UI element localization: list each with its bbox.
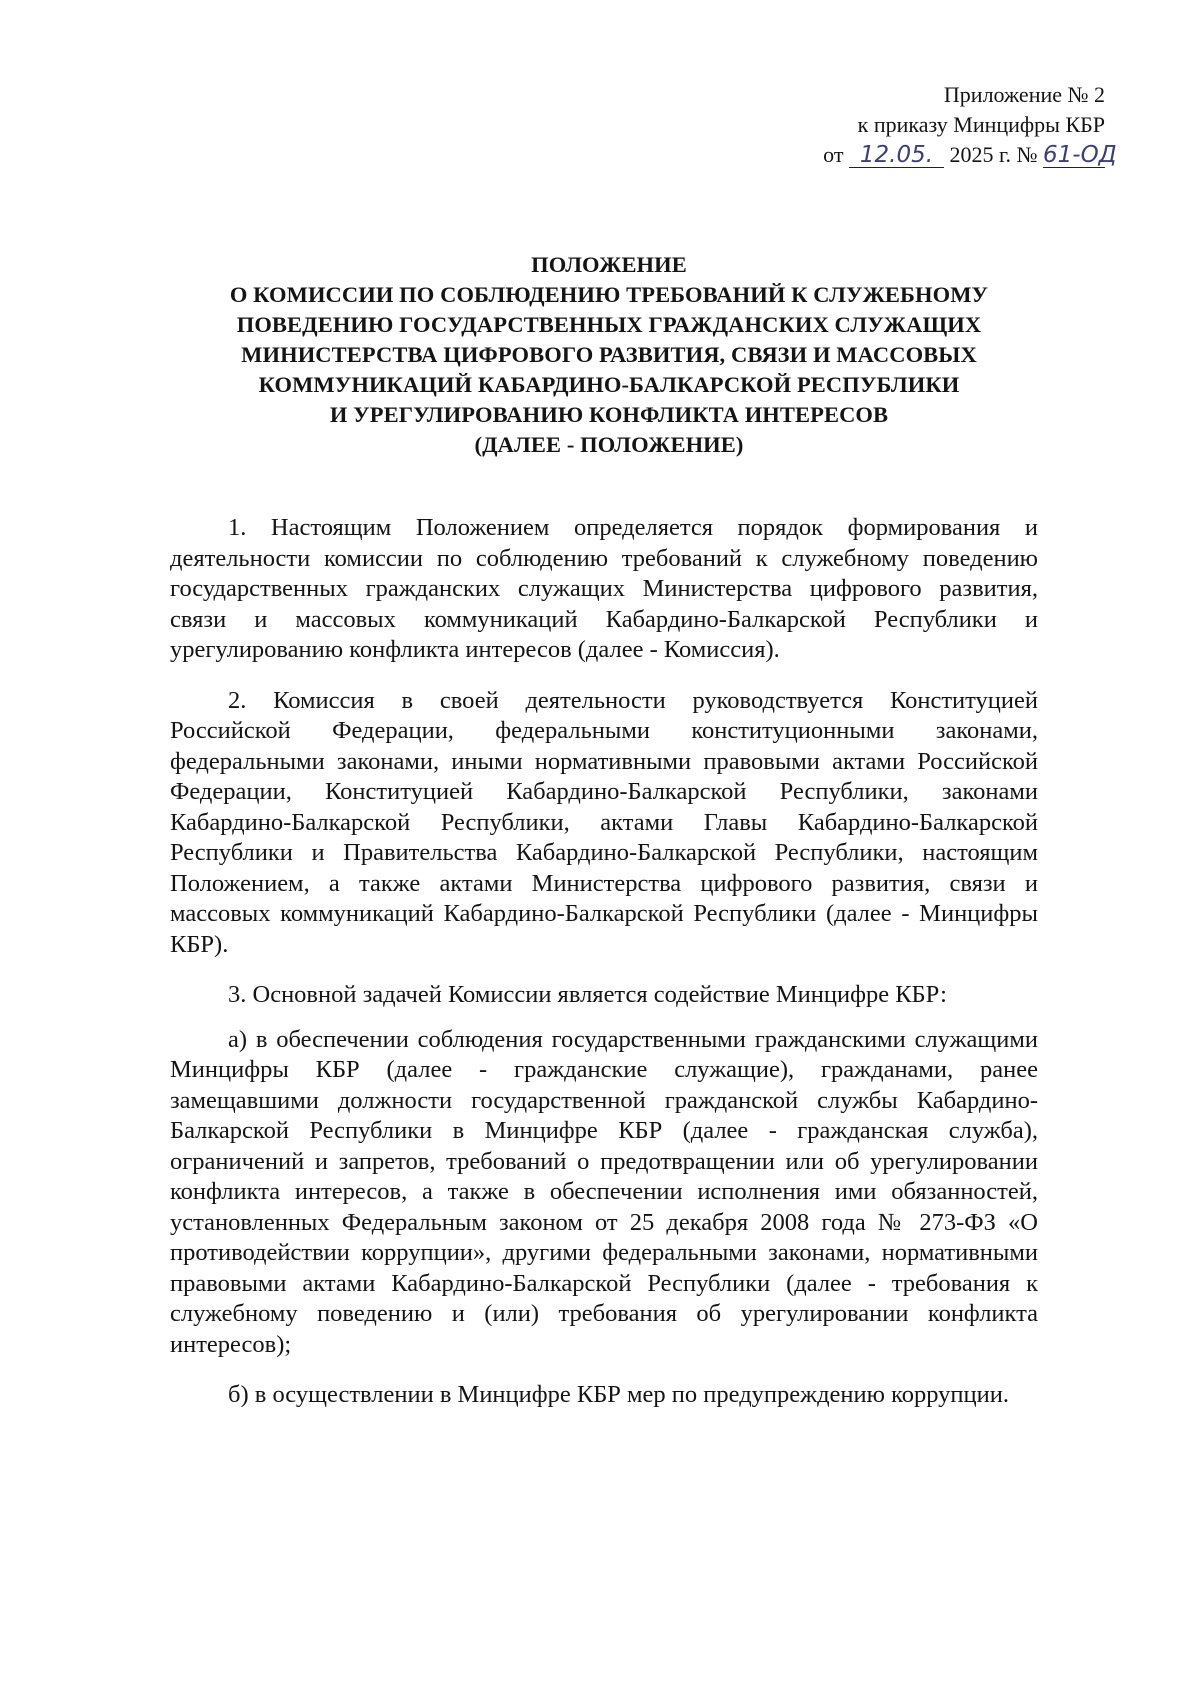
title-line: О КОМИССИИ ПО СОБЛЮДЕНИЮ ТРЕБОВАНИЙ К СЛУЖЕБНОМУ [229, 282, 989, 307]
title-line: ПОЛОЖЕНИЕ [531, 252, 687, 277]
title-line: (ДАЛЕЕ - ПОЛОЖЕНИЕ) [474, 432, 744, 457]
order-reference: к приказу Минцифры КБР [857, 112, 1105, 137]
document-title [170, 250, 1048, 460]
title-line: КОММУНИКАЦИЙ КАБАРДИНО-БАЛКАРСКОЙ РЕСПУБЛИКИ [258, 372, 960, 397]
appendix-header [823, 80, 1117, 170]
paragraph-3a: а) в обеспечении соблюдения государственными гражданскими служащими Минцифры КБР (далее - гражданские служащие), гражданами, ранее замещавшими должности государственной гражданской службы Кабардино-Балкарской Республики в Минцифре КБР (далее - гражданская служба), ограничений и запретов, требований о предотвращении или об урегулировании конфликта интересов, а также в обеспечении исполнения ими обязанностей, установленных Федеральным законом от 25 декабря 2008 года № 273-ФЗ «О противодействии коррупции», другими федеральными законами, нормативными правовыми актами Кабардино-Балкарской Республики (далее - требования к служебному поведению и (или) требования об урегулировании конфликта интересов); [170, 1025, 1038, 1358]
paragraph-3: 3. Основной задачей Комиссии является содействие Минцифре КБР: [228, 981, 947, 1008]
title-line: И УРЕГУЛИРОВАНИЮ КОНФЛИКТА ИНТЕРЕСОВ [329, 402, 889, 427]
paragraph-1: 1. Настоящим Положением определяется порядок формирования и деятельности комиссии по соблюдению требований к служебному поведению государственных гражданских служащих Министерства цифрового развития, связи и массовых коммуникаций Кабардино-Балкарской Республики и урегулированию конфликта интересов (далее - Комиссия). [170, 514, 1038, 663]
handwritten-date: 12.05. [849, 143, 944, 168]
document-body [170, 513, 1038, 1431]
order-date-line [823, 140, 1117, 170]
order-year: 2025 г. № [949, 142, 1038, 167]
handwritten-order-number: 61-ОД [1043, 142, 1117, 168]
paragraph-3b: б) в осуществлении в Минцифре КБР мер по предупреждению коррупции. [228, 1381, 1009, 1408]
date-prefix: от [823, 142, 844, 167]
appendix-number: Приложение № 2 [943, 82, 1105, 107]
paragraph-2: 2. Комиссия в своей деятельности руководствуется Конституцией Российской Федерации, федеральными конституционными законами, федеральными законами, иными нормативными правовыми актами Российской Федерации, Конституцией Кабардино-Балкарской Республики, законами Кабардино-Балкарской Республики, актами Главы Кабардино-Балкарской Республики и Правительства Кабардино-Балкарской Республики, настоящим Положением, а также актами Министерства цифрового развития, связи и массовых коммуникаций Кабардино-Балкарской Республики (далее - Минцифры КБР). [170, 686, 1038, 958]
title-line: ПОВЕДЕНИЮ ГОСУДАРСТВЕННЫХ ГРАЖДАНСКИХ СЛУЖАЩИХ [236, 312, 982, 337]
title-line: МИНИСТЕРСТВА ЦИФРОВОГО РАЗВИТИЯ, СВЯЗИ И МАССОВЫХ [241, 342, 977, 367]
